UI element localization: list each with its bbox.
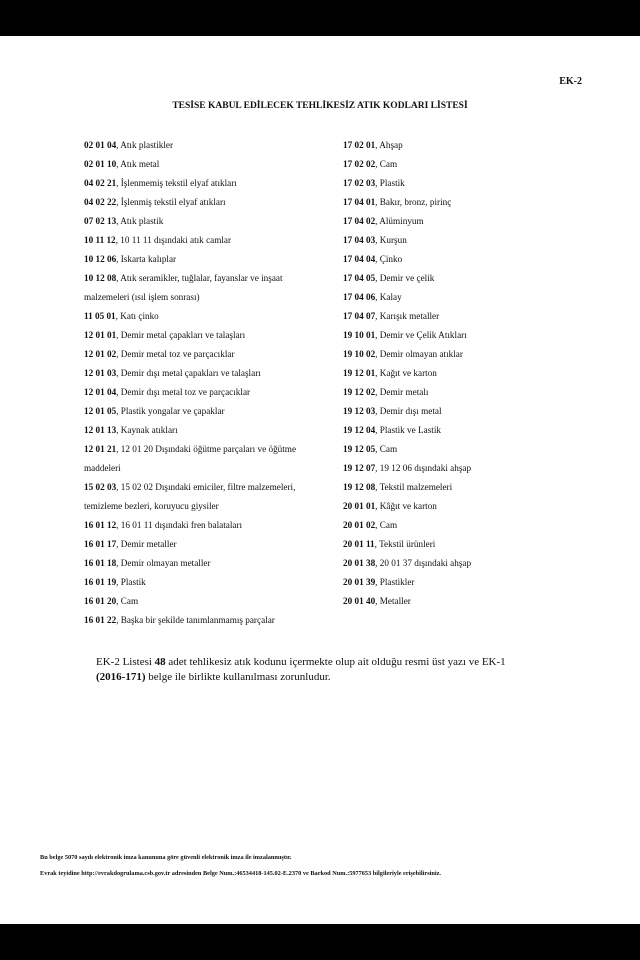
waste-code-list-right (343, 136, 558, 611)
waste-code-item (343, 307, 558, 326)
waste-code-item (343, 155, 558, 174)
waste-code: 19 12 08 (343, 482, 376, 492)
waste-code: 17 04 03 (343, 235, 376, 245)
waste-code: 20 01 01 (343, 501, 376, 511)
waste-description: , Atık metal (116, 159, 160, 169)
waste-description: , Demir dışı metal (375, 406, 442, 416)
waste-code: 16 01 17 (84, 539, 117, 549)
document-title: TESİSE KABUL EDİLECEK TEHLİKESİZ ATIK KODLARI LİSTESİ (172, 101, 468, 111)
waste-code-item (343, 269, 558, 288)
waste-description: , Atık plastik (116, 216, 164, 226)
waste-code-item (343, 402, 558, 421)
waste-code-item (84, 402, 346, 421)
waste-code: 16 01 18 (84, 558, 117, 568)
waste-code: 17 04 04 (343, 254, 376, 264)
waste-code-item (343, 174, 558, 193)
waste-code: 17 04 05 (343, 273, 376, 283)
waste-code-item (343, 288, 558, 307)
waste-code-item (84, 573, 346, 592)
waste-code: 19 10 02 (343, 349, 376, 359)
waste-code: 17 04 01 (343, 197, 376, 207)
waste-description: , Demir olmayan metaller (116, 558, 211, 568)
waste-description: , Cam (375, 444, 398, 454)
waste-code-item (84, 592, 346, 611)
waste-code-item (343, 440, 558, 459)
waste-code: 19 12 02 (343, 387, 376, 397)
annex-label: EK-2 (559, 76, 582, 87)
waste-code-item (343, 516, 558, 535)
waste-code-item (343, 231, 558, 250)
waste-code-item (84, 250, 346, 269)
waste-description: , Demir dışı metal çapakları ve talaşları (116, 368, 261, 378)
waste-description: , Bakır, bronz, pirinç (375, 197, 452, 207)
waste-code-item (343, 345, 558, 364)
waste-code-item (84, 497, 346, 516)
waste-code-item (343, 573, 558, 592)
waste-description: , 16 01 11 dışındaki fren balataları (116, 520, 243, 530)
waste-description: , Cam (375, 159, 398, 169)
waste-description: , Plastik yongalar ve çapaklar (116, 406, 225, 416)
waste-code-item (343, 383, 558, 402)
waste-code-item (343, 212, 558, 231)
waste-description: temizleme bezleri, koruyucu giysiler (84, 501, 219, 511)
waste-code: 02 01 10 (84, 159, 117, 169)
waste-code: 17 02 03 (343, 178, 376, 188)
waste-code-item (343, 459, 558, 478)
waste-description: , Başka bir şekilde tanımlanmamış parçalar (116, 615, 275, 625)
waste-description: , Kağıt ve karton (375, 368, 437, 378)
waste-code: 10 12 06 (84, 254, 117, 264)
waste-code: 10 12 08 (84, 273, 117, 283)
waste-code-item (343, 136, 558, 155)
waste-code-item (343, 592, 558, 611)
waste-code: 12 01 13 (84, 425, 117, 435)
waste-code: 15 02 03 (84, 482, 117, 492)
waste-code: 16 01 20 (84, 596, 117, 606)
waste-description: , 12 01 20 Dışındaki öğütme parçaları ve öğütme (116, 444, 297, 454)
waste-code: 17 04 07 (343, 311, 376, 321)
waste-code: 12 01 05 (84, 406, 117, 416)
waste-description: , Tekstil malzemeleri (375, 482, 453, 492)
waste-description: , Alüminyum (375, 216, 424, 226)
waste-code-item (84, 516, 346, 535)
waste-code: 19 12 05 (343, 444, 376, 454)
note-text-2: adet tehlikesiz atık kodunu içermekte olup ait olduğu resmi üst yazı ve EK-1 (165, 656, 506, 668)
waste-description: , Karışık metaller (375, 311, 440, 321)
waste-code-item (343, 554, 558, 573)
waste-description: , Iskarta kalıplar (116, 254, 177, 264)
note-text-1: EK-2 Listesi (96, 656, 155, 668)
waste-code: 20 01 02 (343, 520, 376, 530)
waste-code-item (84, 269, 346, 288)
waste-description: , Demir dışı metal toz ve parçacıklar (116, 387, 251, 397)
waste-code: 17 04 02 (343, 216, 376, 226)
waste-description: , Ahşap (375, 140, 403, 150)
waste-code-item (343, 326, 558, 345)
waste-description: , Plastik (116, 577, 146, 587)
waste-code: 04 02 21 (84, 178, 117, 188)
waste-code-item (343, 535, 558, 554)
waste-description: , Demir metal çapakları ve talaşları (116, 330, 246, 340)
waste-description: , Demir metal toz ve parçacıklar (116, 349, 235, 359)
waste-description: maddeleri (84, 463, 121, 473)
waste-code: 16 01 19 (84, 577, 117, 587)
waste-code-item (343, 193, 558, 212)
waste-description: , Tekstil ürünleri (374, 539, 436, 549)
waste-code: 20 01 40 (343, 596, 376, 606)
waste-code-item (84, 307, 346, 326)
waste-code-item (84, 364, 346, 383)
document-page (0, 36, 640, 924)
waste-description: malzemeleri (ısıl işlem sonrası) (84, 292, 200, 302)
waste-code-item (84, 193, 346, 212)
waste-code: 12 01 21 (84, 444, 117, 454)
note-paragraph (96, 655, 536, 685)
waste-description: , Cam (375, 520, 398, 530)
waste-code-item (84, 155, 346, 174)
waste-code: 10 11 12 (84, 235, 116, 245)
waste-code: 17 02 01 (343, 140, 376, 150)
waste-code-item (84, 383, 346, 402)
waste-code: 07 02 13 (84, 216, 117, 226)
waste-code: 20 01 38 (343, 558, 376, 568)
waste-description: , Atık plastikler (116, 140, 174, 150)
waste-description: , Demir metaller (116, 539, 177, 549)
waste-code: 12 01 01 (84, 330, 117, 340)
note-reference: (2016-171) (96, 671, 146, 683)
waste-description: , Plastik (375, 178, 405, 188)
waste-description: , Demir olmayan atıklar (375, 349, 463, 359)
waste-description: , Demir ve çelik (375, 273, 435, 283)
footer-verification-note: Evrak teyidine http://evrakdogrulama.csb.gov.tr adresinden Belge Num.:46534418-145.02-E.2370 ve Barkod Num.:5977653 bilgileriyle erişebilirsiniz. (40, 870, 442, 877)
waste-description: , 20 01 37 dışındaki ahşap (375, 558, 472, 568)
waste-code: 04 02 22 (84, 197, 117, 207)
waste-description: , 19 12 06 dışındaki ahşap (375, 463, 472, 473)
waste-description: , Kurşun (375, 235, 407, 245)
waste-code-item (84, 421, 346, 440)
waste-code: 19 12 04 (343, 425, 376, 435)
waste-code: 12 01 04 (84, 387, 117, 397)
waste-code-item (84, 611, 346, 630)
waste-description: , Çinko (375, 254, 403, 264)
waste-code-item (343, 250, 558, 269)
waste-code: 02 01 04 (84, 140, 117, 150)
waste-code: 19 10 01 (343, 330, 376, 340)
waste-code: 20 01 11 (343, 539, 375, 549)
waste-code: 17 04 06 (343, 292, 376, 302)
waste-description: , Kaynak atıkları (116, 425, 178, 435)
waste-description: , Katı çinko (115, 311, 159, 321)
waste-description: , Demir ve Çelik Atıkları (375, 330, 467, 340)
waste-description: , İşlenmiş tekstil elyaf atıkları (116, 197, 226, 207)
waste-code-item (84, 174, 346, 193)
waste-code: 12 01 03 (84, 368, 117, 378)
waste-code: 19 12 07 (343, 463, 376, 473)
waste-code-item (343, 497, 558, 516)
waste-code: 20 01 39 (343, 577, 376, 587)
waste-code-item (343, 478, 558, 497)
waste-code: 16 01 22 (84, 615, 117, 625)
waste-description: , Kâğıt ve karton (375, 501, 437, 511)
waste-code-item (84, 288, 346, 307)
waste-code-item (84, 440, 346, 459)
waste-description: , Plastikler (375, 577, 415, 587)
waste-code-item (84, 326, 346, 345)
waste-code: 19 12 01 (343, 368, 376, 378)
waste-description: , Plastik ve Lastik (375, 425, 441, 435)
waste-code: 11 05 01 (84, 311, 116, 321)
waste-description: , 10 11 11 dışındaki atık camlar (115, 235, 232, 245)
waste-code-item (343, 364, 558, 383)
waste-description: , 15 02 02 Dışındaki emiciler, filtre malzemeleri, (116, 482, 296, 492)
waste-code-item (84, 345, 346, 364)
waste-code: 16 01 12 (84, 520, 117, 530)
note-text-3: belge ile birlikte kullanılması zorunludur. (145, 671, 331, 683)
waste-description: , Metaller (375, 596, 411, 606)
footer-signature-note: Bu belge 5070 sayılı elektronik imza kanununa göre güvenli elektronik imza ile imzalanmıştır. (40, 854, 292, 861)
waste-description: , Demir metalı (375, 387, 429, 397)
waste-code-item (84, 478, 346, 497)
waste-code: 19 12 03 (343, 406, 376, 416)
waste-code: 12 01 02 (84, 349, 117, 359)
waste-code-list-left (84, 136, 346, 630)
waste-code-item (84, 212, 346, 231)
waste-code: 17 02 02 (343, 159, 376, 169)
waste-description: , İşlenmemiş tekstil elyaf atıkları (116, 178, 237, 188)
waste-code-item (84, 535, 346, 554)
note-count: 48 (154, 656, 166, 668)
waste-code-item (84, 136, 346, 155)
waste-code-item (343, 421, 558, 440)
waste-description: , Atık seramikler, tuğlalar, fayanslar ve inşaat (116, 273, 283, 283)
waste-code-item (84, 459, 346, 478)
waste-code-item (84, 554, 346, 573)
waste-description: , Kalay (375, 292, 402, 302)
waste-description: , Cam (116, 596, 139, 606)
waste-code-item (84, 231, 346, 250)
